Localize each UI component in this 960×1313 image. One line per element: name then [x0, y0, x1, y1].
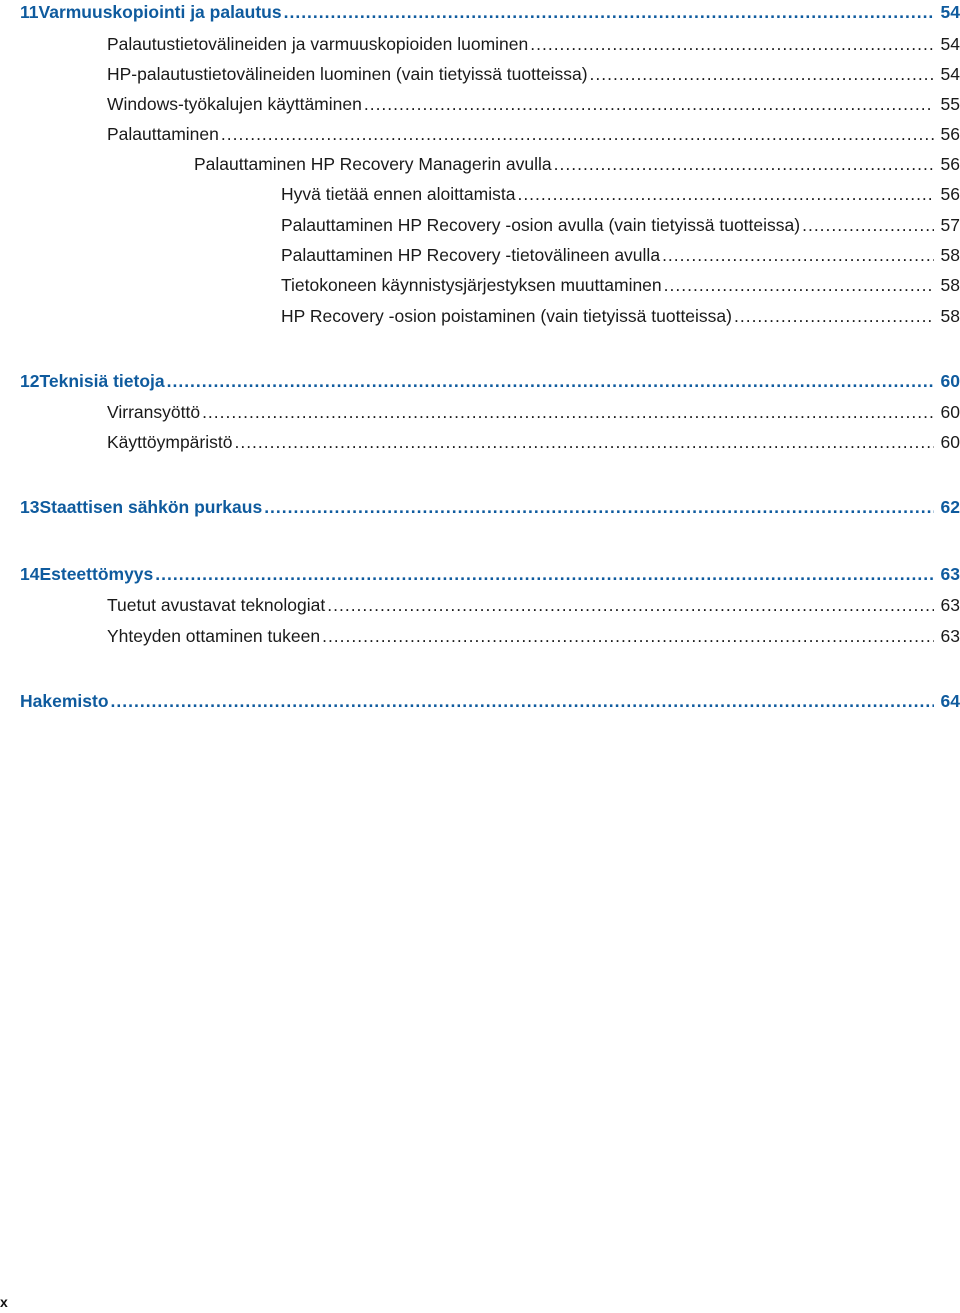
- toc-page-number: 60: [940, 432, 960, 452]
- toc-entry[interactable]: [194, 153, 960, 175]
- toc-entry-title: Palauttaminen: [107, 124, 219, 144]
- toc-dot-leader: [221, 123, 934, 145]
- toc-entry-title: Varmuuskopiointi ja palautus: [38, 2, 282, 22]
- toc-page-number: 54: [940, 2, 960, 22]
- page-number: x: [0, 1294, 8, 1310]
- toc-page-number: 58: [940, 245, 960, 265]
- toc-page-number: 60: [940, 402, 960, 422]
- toc-entry[interactable]: [107, 63, 960, 85]
- toc-entry[interactable]: [281, 183, 960, 205]
- toc-page-number: 58: [940, 306, 960, 326]
- toc-entry-title: Teknisiä tietoja: [39, 371, 165, 391]
- toc-dot-leader: [322, 625, 934, 647]
- toc-chapter-number: 14: [20, 564, 40, 584]
- toc-chapter-entry[interactable]: [20, 370, 960, 392]
- toc-entry-title: Hyvä tietää ennen aloittamista: [281, 184, 516, 204]
- toc-chapter-entry[interactable]: [20, 1, 960, 23]
- toc-dot-leader: [155, 563, 934, 585]
- toc-chapter-number: 11: [20, 2, 39, 22]
- toc-chapter-number: 13: [20, 497, 40, 517]
- toc-chapter-entry[interactable]: [20, 496, 960, 518]
- toc-entry-title: HP-palautustietovälineiden luominen (vain tietyissä tuotteissa): [107, 64, 588, 84]
- toc-dot-leader: [662, 244, 934, 266]
- toc-entry[interactable]: [281, 274, 960, 296]
- toc-page-number: 64: [940, 691, 960, 711]
- toc-dot-leader: [590, 63, 934, 85]
- toc-entry-title: HP Recovery -osion poistaminen (vain tietyissä tuotteissa): [281, 306, 732, 326]
- toc-page-number: 63: [940, 626, 960, 646]
- toc-entry[interactable]: [281, 214, 960, 236]
- toc-dot-leader: [802, 214, 934, 236]
- toc-entry[interactable]: [281, 244, 960, 266]
- toc-entry-title: Palauttaminen HP Recovery -tietovälineen avulla: [281, 245, 661, 265]
- toc-dot-leader: [284, 1, 934, 23]
- toc-dot-leader: [264, 496, 934, 518]
- toc-entry-title: Windows-työkalujen käyttäminen: [107, 94, 362, 114]
- toc-entry[interactable]: [107, 93, 960, 115]
- toc-chapter-entry[interactable]: [20, 690, 960, 712]
- toc-entry-title: Palauttaminen HP Recovery Managerin avulla: [194, 154, 552, 174]
- toc-page-number: 55: [940, 94, 960, 114]
- toc-dot-leader: [554, 153, 934, 175]
- toc-entry-title: Staattisen sähkön purkaus: [39, 497, 263, 517]
- toc-page-number: 56: [940, 154, 960, 174]
- toc-entry[interactable]: [107, 594, 960, 616]
- toc-entry-title: Virransyöttö: [107, 402, 201, 422]
- toc-page-number: 56: [940, 124, 960, 144]
- toc-page-number: 54: [940, 64, 960, 84]
- toc-entry[interactable]: [281, 305, 960, 327]
- toc-page-number: 63: [940, 564, 960, 584]
- toc-page-number: 56: [940, 184, 960, 204]
- toc-dot-leader: [364, 93, 934, 115]
- toc-chapter-entry[interactable]: [20, 563, 960, 585]
- toc-dot-leader: [664, 274, 934, 296]
- toc-entry-title: Tietokoneen käynnistysjärjestyksen muuttaminen: [281, 275, 662, 295]
- toc-entry[interactable]: [107, 401, 960, 423]
- toc-page-number: 54: [940, 34, 960, 54]
- toc-dot-leader: [234, 431, 934, 453]
- toc-page-number: 62: [940, 497, 960, 517]
- toc-dot-leader: [530, 33, 934, 55]
- toc-dot-leader: [517, 183, 934, 205]
- toc-entry[interactable]: [107, 431, 960, 453]
- toc-entry-title: Palauttaminen HP Recovery -osion avulla (vain tietyissä tuotteissa): [281, 215, 801, 235]
- toc-dot-leader: [327, 594, 934, 616]
- toc-entry[interactable]: [107, 33, 960, 55]
- toc-dot-leader: [167, 370, 934, 392]
- toc-page-number: 60: [940, 371, 960, 391]
- toc-entry-title: Palautustietovälineiden ja varmuuskopioiden luominen: [107, 34, 529, 54]
- toc-entry-title: Yhteyden ottaminen tukeen: [107, 626, 321, 646]
- toc-page-number: 63: [940, 595, 960, 615]
- toc-dot-leader: [734, 305, 934, 327]
- toc-dot-leader: [111, 690, 934, 712]
- toc-entry-title: Tuetut avustavat teknologiat: [107, 595, 326, 615]
- toc-page-number: 57: [940, 215, 960, 235]
- toc-entry-title: Käyttöympäristö: [107, 432, 233, 452]
- toc-dot-leader: [202, 401, 934, 423]
- toc-page-number: 58: [940, 275, 960, 295]
- toc-entry[interactable]: [107, 625, 960, 647]
- toc-entry[interactable]: [107, 123, 960, 145]
- toc-chapter-number: 12: [20, 371, 40, 391]
- toc-entry-title: Hakemisto: [20, 691, 109, 711]
- toc-entry-title: Esteettömyys: [39, 564, 154, 584]
